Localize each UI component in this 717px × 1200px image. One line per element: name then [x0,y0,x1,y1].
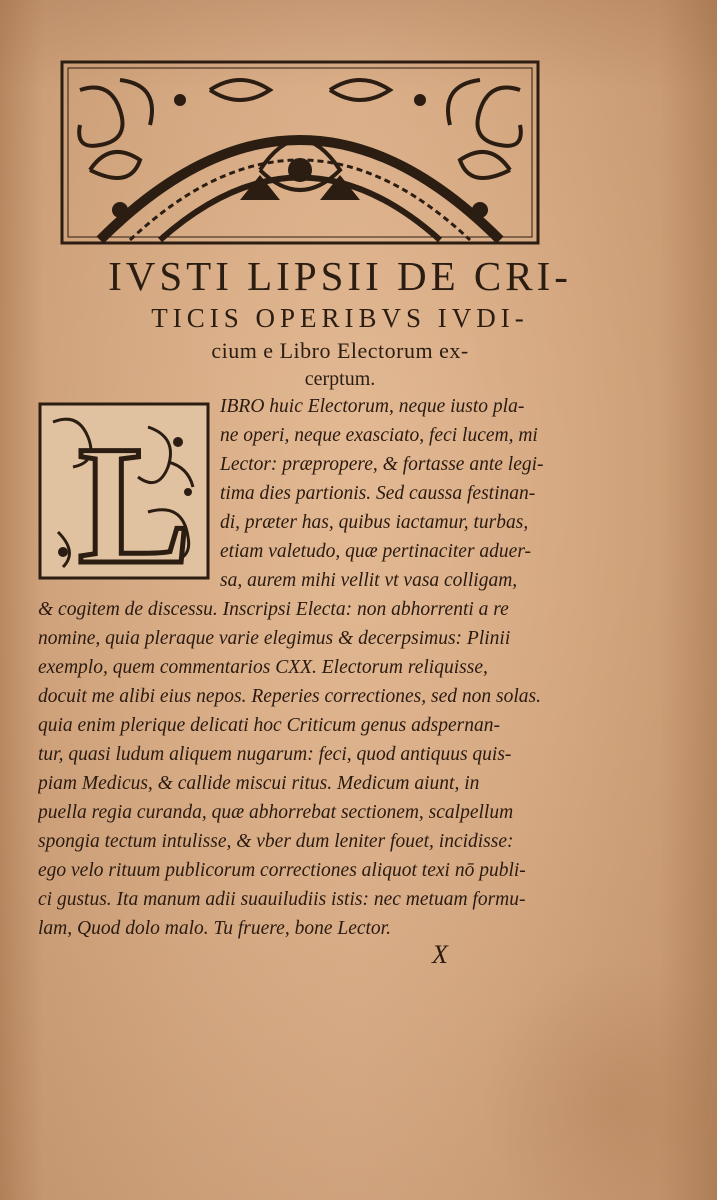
body-line: exemplo, quem commentarios CXX. Electorum reliquisse, [38,657,488,678]
signature-mark: X [432,940,448,969]
page-title [30,252,650,392]
body-line: lam, Quod dolo malo. Tu fruere, bone Lector. [38,918,391,939]
body-line: sa, aurem mihi vellit vt vasa colligam, [220,570,518,591]
body-line: ego velo rituum publicorum correctiones aliquot texi nō publi- [38,860,526,881]
body-line: piam Medicus, & callide miscui ritus. Medicum aiunt, in [38,773,480,794]
body-line: ne operi, neque exasciato, feci lucem, mi [220,425,538,446]
body-line: Lector: præpropere, & fortasse ante legi- [220,454,544,475]
paper-stain [480,960,710,1200]
title-line-3: cium e Libro Electorum ex- [211,338,469,363]
body-line: quia enim plerique delicati hoc Criticum genus adspernan- [38,715,500,736]
body-line: docuit me alibi eius nepos. Reperies correctiones, sed non solas. [38,686,541,707]
body-text [38,392,628,943]
body-line: spongia tectum intulisse, & vber dum leniter fouet, incidisse: [38,831,514,852]
title-line-4: cerptum. [304,368,376,390]
initial-letter: L [78,411,192,580]
body-line: & cogitem de discessu. Inscripsi Electa: non abhorrenti a re [38,599,509,620]
body-line: etiam valetudo, quæ pertinaciter aduer- [220,541,532,562]
title-line-2: TICIS OPERIBVS IVDI- [151,303,529,333]
body-line: tur, quasi ludum aliquem nugarum: feci, quod antiquus quis- [38,744,512,765]
body-line: puella regia curanda, quæ abhorrebat sectionem, scalpellum [38,802,514,823]
body-line: ci gustus. Ita manum adii suauiludiis istis: nec metuam formu- [38,889,526,910]
headpiece-ornament [60,60,540,245]
title-line-1: IVSTI LIPSII DE CRI- [108,253,572,299]
body-line: di, præter has, quibus iactamur, turbas, [220,512,529,533]
body-line: tima dies partionis. Sed caussa festinan- [220,483,536,504]
body-line: IBRO huic Electorum, neque iusto pla- [220,396,525,417]
body-line: nomine, quia pleraque varie elegimus & decerpsimus: Plinii [38,628,511,649]
